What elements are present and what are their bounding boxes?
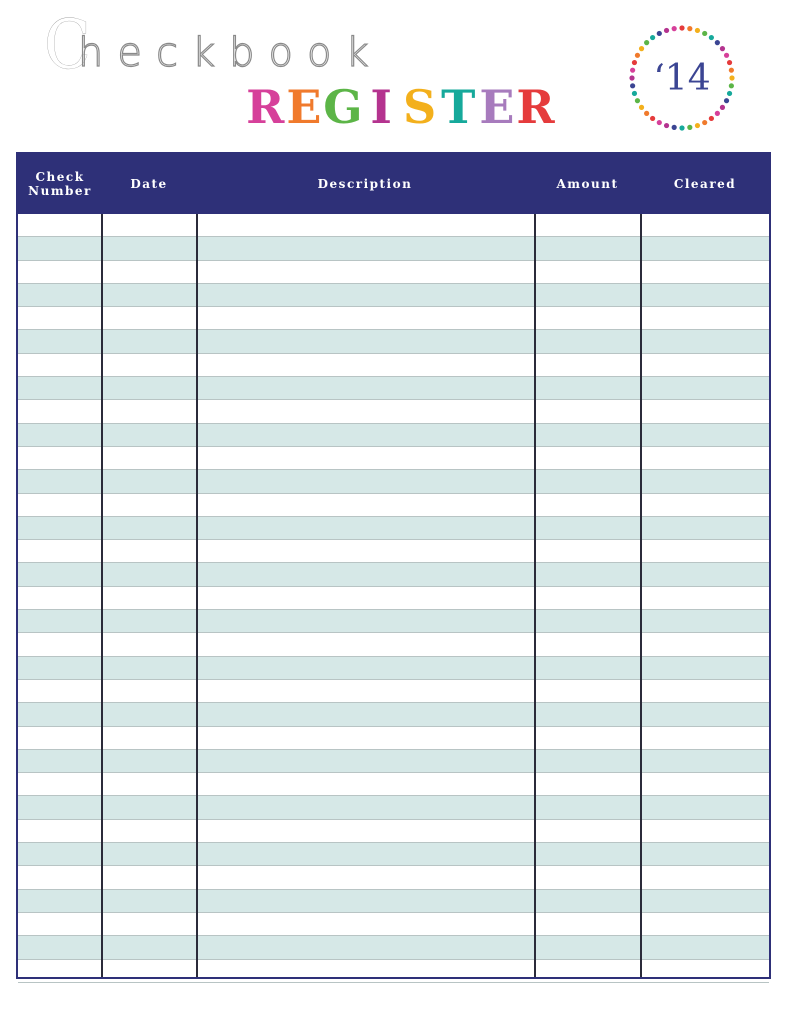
table-row (18, 517, 769, 540)
register-letter: S (403, 80, 437, 134)
table-row (18, 563, 769, 586)
table-row (18, 494, 769, 517)
table-row (18, 703, 769, 726)
table-row (18, 587, 769, 610)
table-row (18, 843, 769, 866)
column-header-date: Date (130, 177, 168, 191)
register-rows (18, 214, 769, 977)
table-row (18, 237, 769, 260)
table-row (18, 680, 769, 703)
table-row (18, 633, 769, 656)
table-row (18, 307, 769, 330)
checkbook-title-rest: heckbook (78, 30, 383, 76)
table-row (18, 820, 769, 843)
table-row (18, 377, 769, 400)
table-row (18, 540, 769, 563)
table-row (18, 936, 769, 959)
table-row (18, 890, 769, 913)
table-row (18, 470, 769, 493)
table-row (18, 214, 769, 237)
register-title (246, 80, 555, 134)
table-row (18, 354, 769, 377)
table-row (18, 330, 769, 353)
table-row (18, 610, 769, 633)
table-row (18, 447, 769, 470)
register-letter: R (516, 80, 555, 134)
register-letter: R (246, 80, 285, 134)
table-header (18, 154, 769, 214)
register-letter: G (323, 80, 363, 134)
register-letter: I (370, 80, 392, 134)
table-row (18, 284, 769, 307)
table-row (18, 657, 769, 680)
table-row (18, 773, 769, 796)
checkbook-title-initial: C (44, 6, 91, 85)
year-badge (628, 24, 736, 132)
table-row (18, 796, 769, 819)
column-header-description: Description (317, 177, 413, 191)
table-row (18, 261, 769, 284)
table-row (18, 750, 769, 773)
table-row (18, 424, 769, 447)
column-header-check-number (18, 154, 102, 214)
register-letter: E (479, 80, 515, 134)
check-register-table (16, 152, 771, 979)
column-divider (640, 214, 642, 977)
table-row (18, 400, 769, 423)
column-divider (534, 214, 536, 977)
column-header-check-number-label: Check Number (28, 170, 92, 198)
table-row (18, 913, 769, 936)
column-header-cleared: Cleared (673, 177, 737, 191)
column-header-amount: Amount (556, 177, 619, 191)
table-row (18, 960, 769, 983)
register-letter: E (286, 80, 322, 134)
column-divider (196, 214, 198, 977)
table-row (18, 866, 769, 889)
year-label: ‘14 (653, 57, 711, 99)
table-row (18, 727, 769, 750)
register-letter: T (441, 80, 476, 134)
column-divider (101, 214, 103, 977)
